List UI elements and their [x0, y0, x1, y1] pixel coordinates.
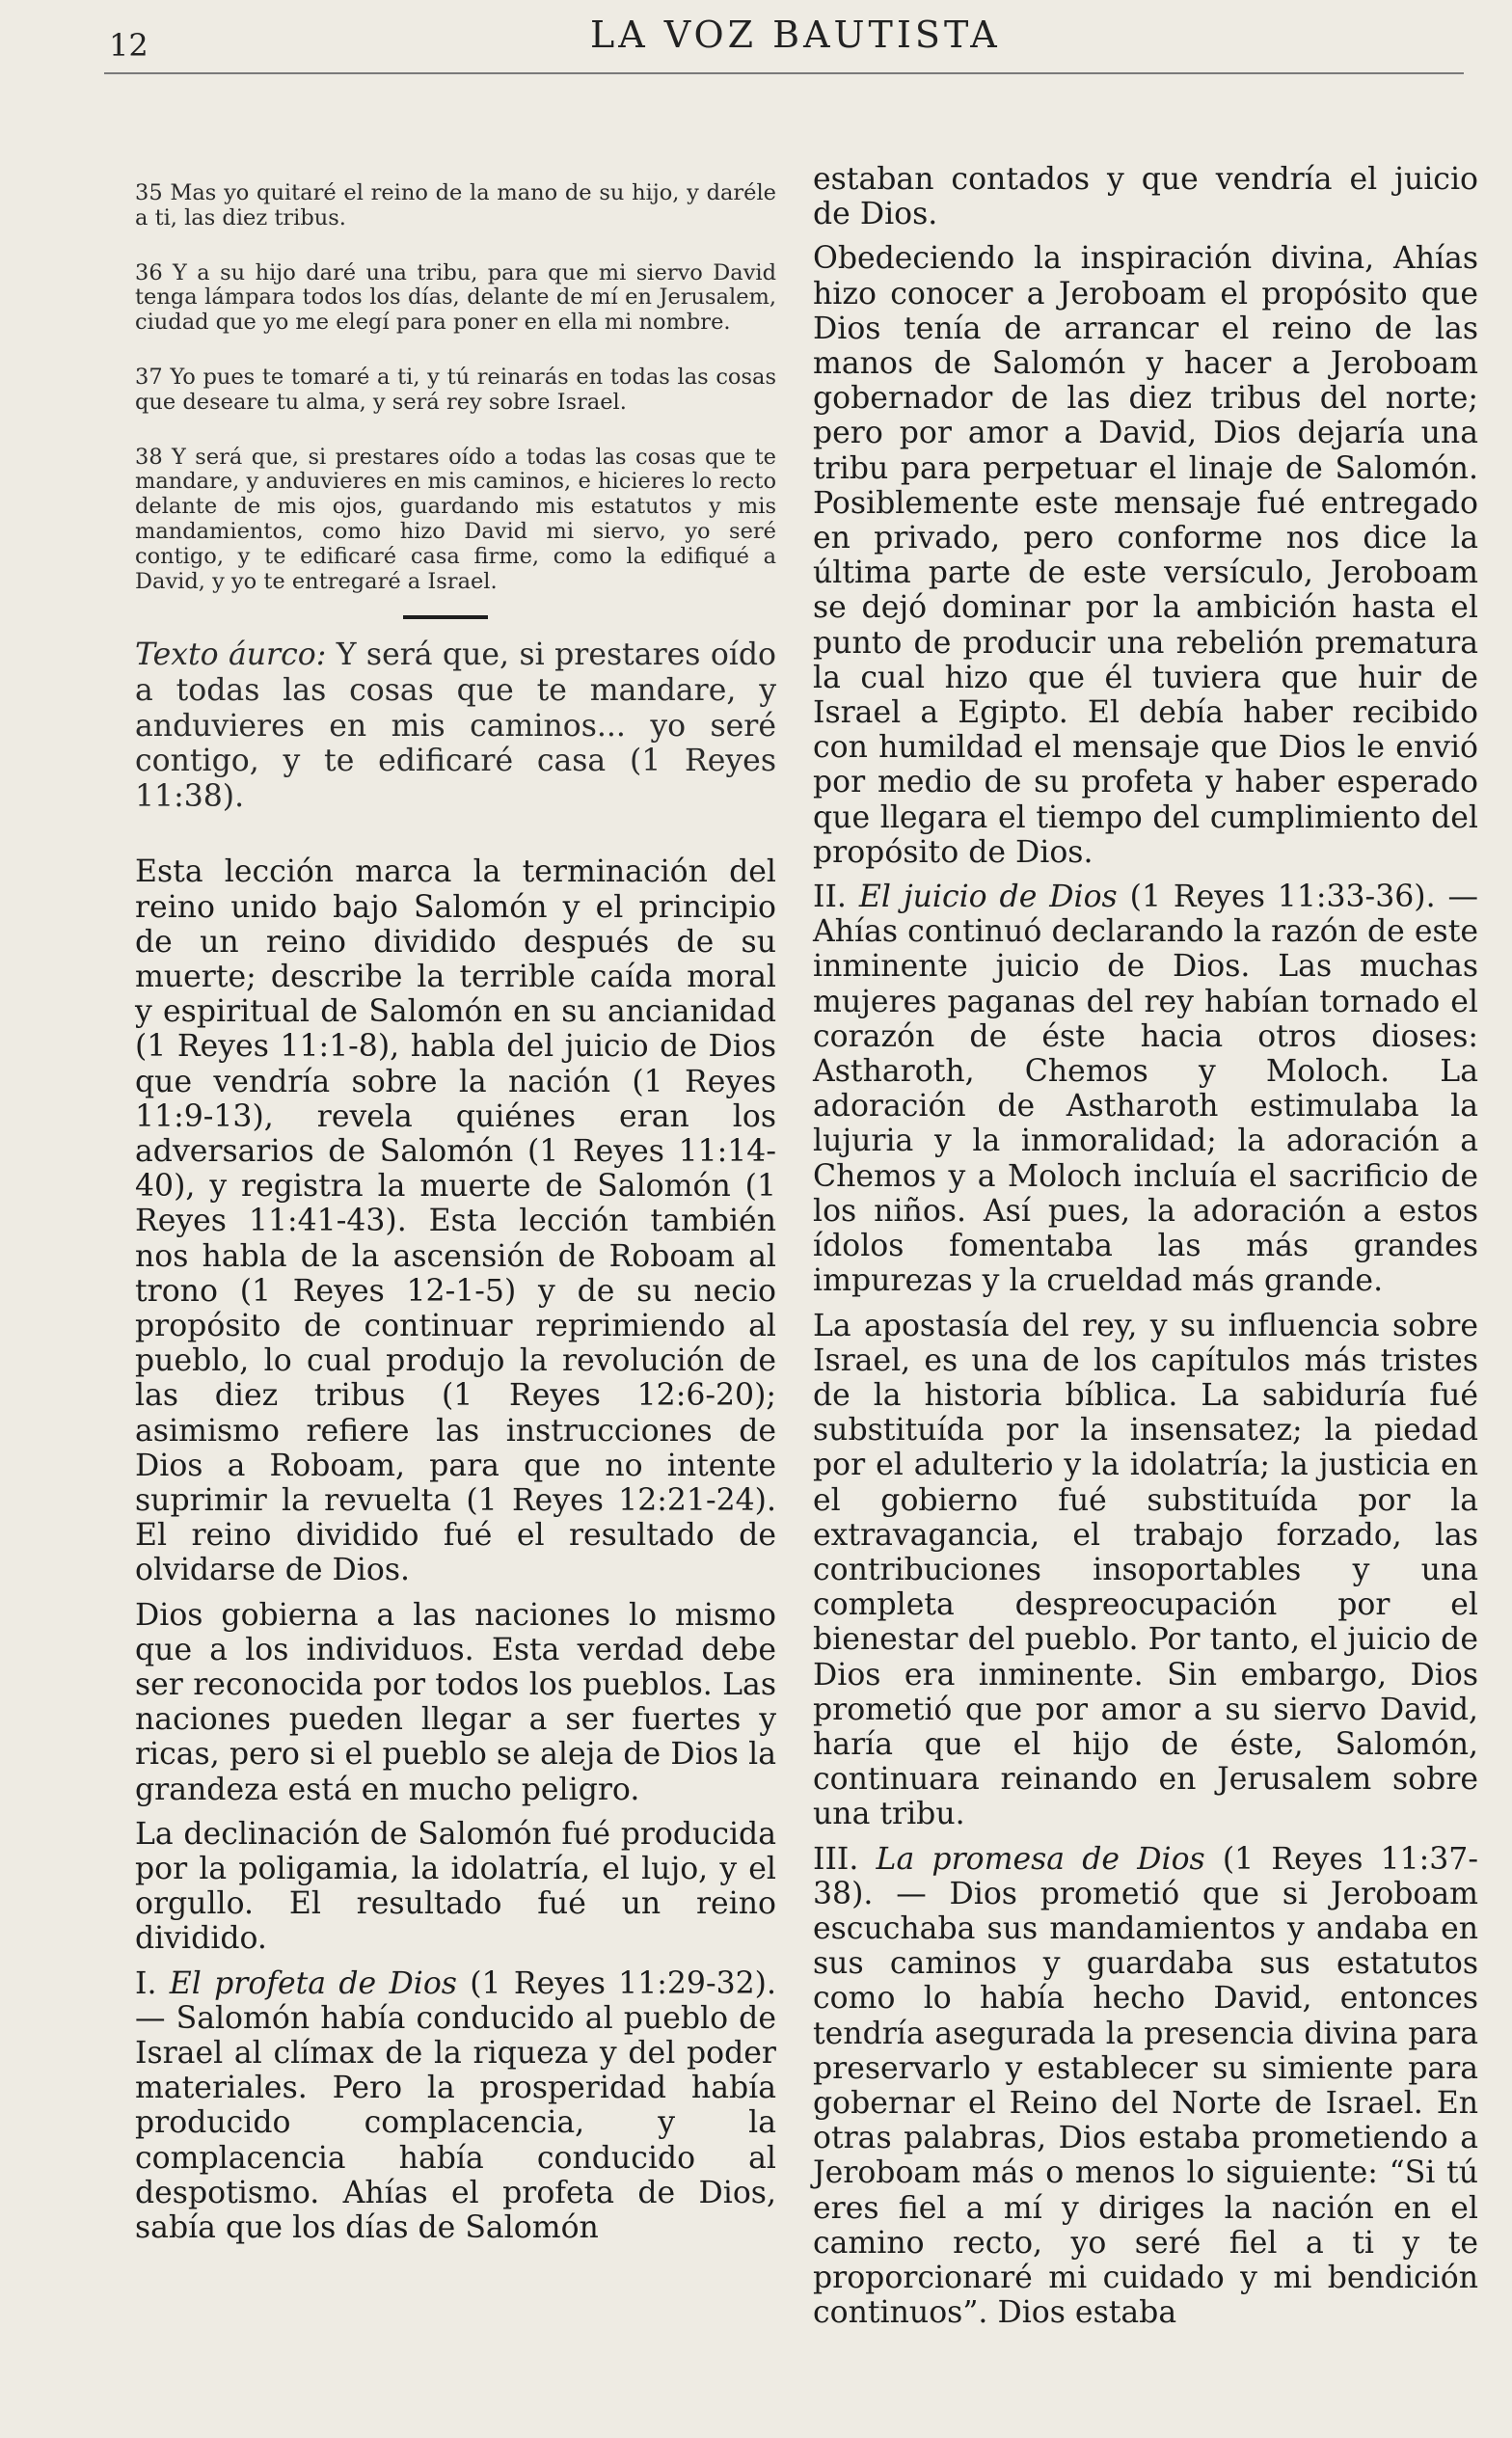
- obedience-paragraph: Obedeciendo la inspiración divina, Ahías hizo conocer a Jeroboam el propósito que Dios tenía de arrancar el reino de las manos de Salomón y hacer a Jeroboam gobernador de las diez tribus del norte; pero por amor a David, Dios dejaría una tribu para perpetuar el linaje de Salomón. Posiblemente este mensaje fué entregado en privado, pero conforme nos dice la última parte de este versículo, Jeroboam se dejó dominar por la ambición hasta el punto de producir una rebelión prematura la cual hizo que él tuviera que huir de Israel a Egipto. El debía haber recibido con humildad el mensaje que Dios le envió por medio de su profeta y haber esperado que llegara el tiempo del cumplimiento del propósito de Dios.: [813, 241, 1478, 870]
- section-1-body: (1 Reyes 11:29-32). — Salomón había conducido al pueblo de Israel al clímax de la riqueza y del poder materiales. Pero la prosperidad había producido complacencia, y la complacencia había conducido al despotismo. Ahías el profeta de Dios, sabía que los días de Salomón: [135, 1965, 776, 2246]
- verse-37: 37 Yo pues te tomaré a ti, y tú reinarás en todas las cosas que deseare tu alma, y será rey sobre Israel.: [135, 364, 776, 415]
- section-3: [813, 1842, 1478, 2331]
- section-2-number: II.: [813, 880, 859, 915]
- decline-paragraph: La declinación de Salomón fué producida por la poligamia, la idolatría, el lujo, y el orgullo. El resultado fué un reino dividido.: [135, 1816, 776, 1957]
- section-2: [813, 880, 1478, 1298]
- section-3-title: La promesa de Dios: [876, 1841, 1205, 1877]
- golden-text-body: Y será que, si prestares oído a todas las cosas que te mandare, y anduvieres en mis caminos... yo seré contigo, y te edificaré casa (1 Reyes 11:38).: [135, 637, 776, 814]
- verse-35: 35 Mas yo quitaré el reino de la mano de su hijo, y daréle a ti, las diez tribus.: [135, 180, 776, 230]
- nations-paragraph: Dios gobierna a las naciones lo mismo que a los individuos. Esta verdad debe ser reconocida por todos los pueblos. Las naciones pueden llegar a ser fuertes y ricas, pero si el pueblo se aleja de Dios la grandeza está en mucho peligro.: [135, 1597, 776, 1807]
- section-2-title: El juicio de Dios: [858, 880, 1118, 915]
- left-column: [135, 181, 776, 2255]
- apostasy-paragraph: La apostasía del rey, y su influencia sobre Israel, es una de los capítulos más tristes de la historia bíblica. La sabiduría fué substituída por la insensatez; la piedad por el adulterio y la idolatría; la justicia en el gobierno fué substituída por la extravagancia, el trabajo forzado, las contribuciones insoportables y una completa despreocupación por el bienestar del pueblo. Por tanto, el juicio de Dios era inminente. Sin embargo, Dios prometió que por amor a su siervo David, haría que el hijo de éste, Salomón, continuara reinando en Jerusalem sobre una tribu.: [813, 1308, 1478, 1832]
- golden-text: [135, 637, 776, 814]
- header-rule: [104, 72, 1464, 74]
- section-2-body: (1 Reyes 11:33-36). — Ahías continuó declarando la razón de este inminente juicio de Dios. Las muchas mujeres paganas del rey habían tornado el corazón de éste hacia otros dioses: Astharoth, Chemos y Moloch. La adoración de Astharoth estimulaba la lujuria y la inmoralidad; la adoración a Chemos y a Moloch incluía el sacrificio de los niños. Así pues, la adoración a estos ídolos fomentaba las más grandes impurezas y la crueldad más grande.: [813, 880, 1479, 1299]
- section-1: [135, 1966, 776, 2246]
- golden-text-label: Texto áurco:: [135, 637, 327, 673]
- intro-paragraph: Esta lección marca la terminación del reino unido bajo Salomón y el principio de un reino dividido después de su muerte; describe la terrible caída moral y espiritual de Salomón en su ancianidad (1 Reyes 11:1-8), habla del juicio de Dios que vendría sobre la nación (1 Reyes 11:9-13), revela quiénes eran los adversarios de Salomón (1 Reyes 11:14-40), y registra la muerte de Salomón (1 Reyes 11:41-43). Esta lección también nos habla de la ascensión de Roboam al trono (1 Reyes 12-1-5) y de su necio propósito de continuar reprimiendo al pueblo, lo cual produjo la revolución de las diez tribus (1 Reyes 12:6-20); asimismo refiere las instrucciones de Dios a Roboam, para que no intente suprimir la revuelta (1 Reyes 12:21-24). El reino dividido fué el resultado de olvidarse de Dios.: [135, 854, 776, 1588]
- section-3-number: III.: [813, 1841, 877, 1877]
- section-1-title: El profeta de Dios: [169, 1965, 457, 2001]
- continued-paragraph: estaban contados y que vendría el juicio de Dios.: [813, 162, 1478, 232]
- section-1-number: I.: [135, 1965, 170, 2001]
- page-header: [0, 0, 1512, 77]
- verse-38: 38 Y será que, si prestares oído a todas las cosas que te mandare, y anduvieres en mis caminos, e hicieres lo recto delante de mis ojos, guardando mis estatutos y mis mandamientos, como hizo David mi siervo, yo seré contigo, y te edificaré casa firme, como la edifiqué a David, y yo te entregaré a Israel.: [135, 444, 776, 594]
- running-title: LA VOZ BAUTISTA: [590, 14, 1001, 56]
- verse-36: 36 Y a su hijo daré una tribu, para que mi siervo David tenga lámpara todos los días, delante de mí en Jerusalem, ciudad que yo me elegí para poner en ella mi nombre.: [135, 259, 776, 336]
- page-number: 12: [109, 27, 148, 64]
- section-3-body: (1 Reyes 11:37-38). — Dios prometió que si Jeroboam escuchaba sus mandamientos y andaba en sus caminos y guardaba sus estatutos como lo había hecho David, entonces tendría asegurada la presencia divina para preservarlo y establecer su simiente para gobernar el Reino del Norte de Israel. En otras palabras, Dios estaba prometiendo a Jeroboam más o menos lo siguiente: “Si tú eres fiel a mí y diriges la nación en el camino recto, yo seré fiel a ti y te proporcionaré mi cuidado y mi bendición continuos”. Dios estaba: [813, 1841, 1478, 2331]
- right-column: [813, 162, 1478, 2340]
- section-separator: [135, 594, 776, 637]
